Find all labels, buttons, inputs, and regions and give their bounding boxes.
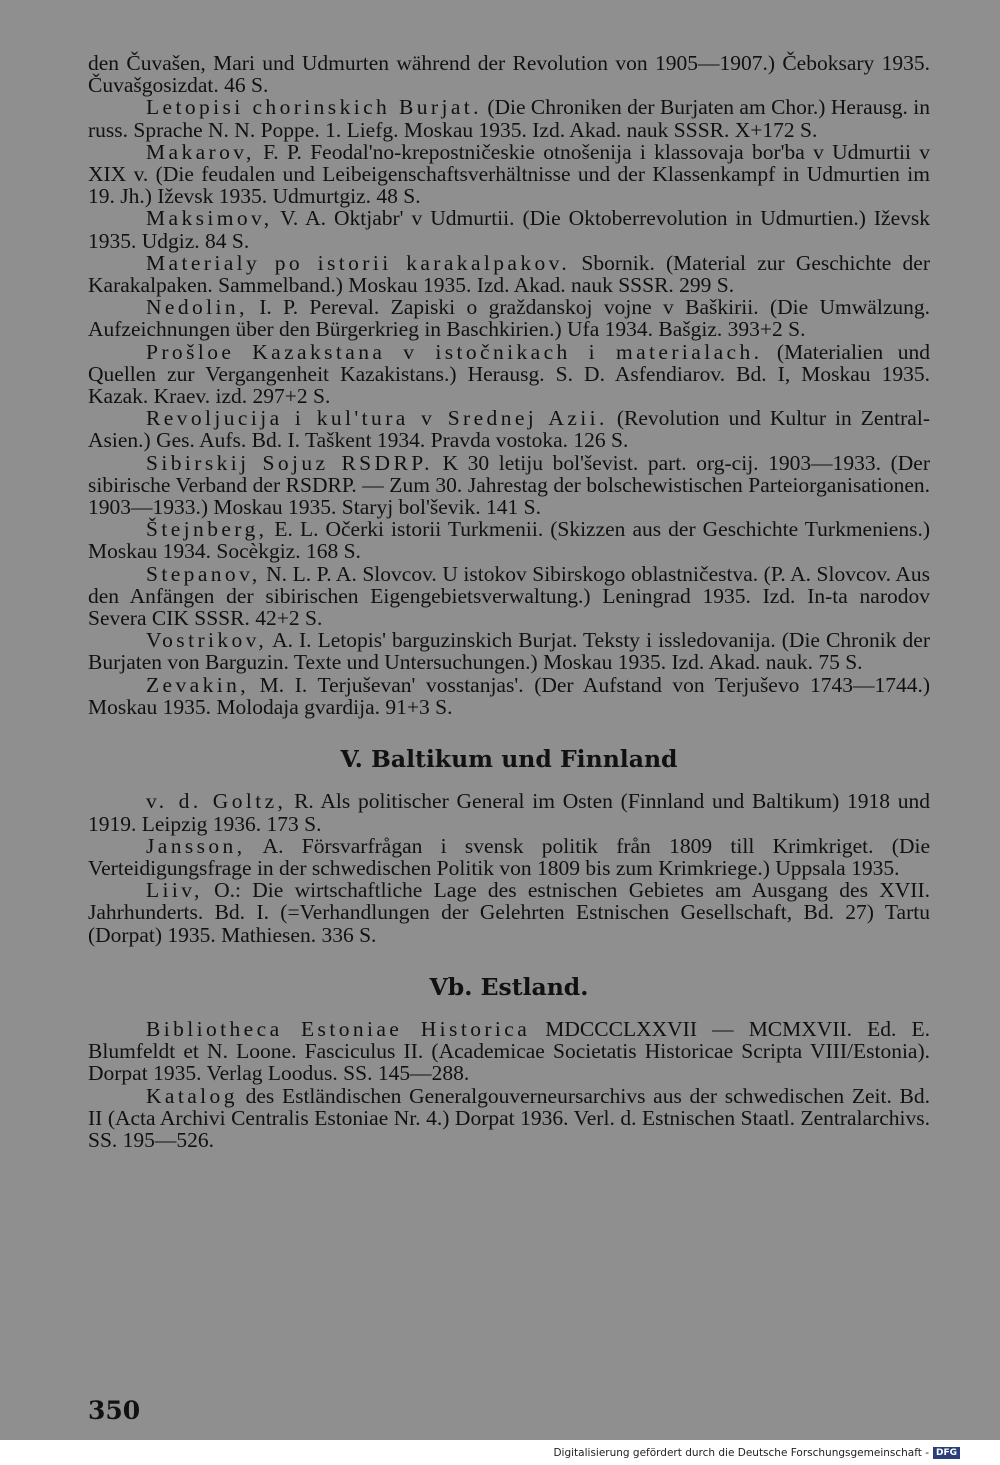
bibliography-entry: [88, 1085, 930, 1152]
bibliography-entry: [88, 518, 930, 562]
bibliography-entry: [88, 207, 930, 251]
entry-text: (Revolution und Kultur in Zentral-Asien.) Ges. Aufs. Bd. I. Taškent 1934. Pravda vostoka. 126 S.: [88, 406, 930, 453]
entry-author: Letopisi chorinskich Burjat.: [146, 95, 482, 120]
dfg-logo: DFG: [933, 1447, 960, 1459]
bibliography-entry: [88, 629, 930, 673]
entry-text: I. P. Pereval. Zapiski o graždanskoj vojne v Baškirii. (Die Umwälzung. Aufzeichnungen über den Bürgerkrieg in Baschkirien.) Ufa 1934. Bašgiz. 393+2 S.: [88, 295, 930, 342]
entry-author: Maksimov,: [146, 206, 273, 231]
entry-text: MDCCCLXXVII — MCMXVII. Ed. E. Blumfeldt et N. Loone. Fasciculus II. (Academicae Societatis Historicae Scripta VIII/Estonia). Dorpat 1935. Verlag Loodus. SS. 145—288.: [88, 1016, 930, 1086]
page-content: [88, 52, 930, 1151]
entry-author: Zevakin,: [146, 672, 250, 697]
bibliography-entry: [88, 52, 930, 96]
entry-author: Materialy po istorii karakalpakov.: [146, 250, 571, 275]
entry-author: Stepanov,: [146, 561, 261, 586]
entry-author: Katalog: [146, 1083, 238, 1108]
entry-text: Sbornik. (Material zur Geschichte der Karakalpaken. Sammelband.) Moskau 1935. Izd. Akad. nauk SSSR. 299 S.: [88, 250, 930, 298]
entry-author: Sibirskij Sojuz RSDRP.: [146, 450, 433, 475]
entry-text: K 30 letiju bol'ševist. part. org-cij. 1903—1933. (Der sibirische Verband der RSDRP. — Zum 30. Jahrestag der bolschewistischen Parteiorganisationen. 1903—1933.) Moskau 1935. Staryj bol'ševik. 141 S.: [88, 450, 930, 520]
entry-text: den Čuvašen, Mari und Udmurten während der Revolution von 1905—1907.) Čeboksary 1935. Čuvašgosizdat. 46 S.: [88, 51, 930, 98]
entry-text: M. I. Terjuševan' vosstanjas'. (Der Aufstand von Terjuševo 1743—1744.) Moskau 1935. Molodaja gvardija. 91+3 S.: [88, 672, 930, 719]
entry-text: O.: Die wirtschaftliche Lage des estnischen Gebietes am Ausgang des XVII. Jahrhunderts. Bd. I. (=Verhandlungen der Gelehrten Estnischen Gesellschaft, Bd. 27) Tartu (Dorpat) 1935. Mathiesen. 336 S.: [88, 878, 930, 947]
entry-author: Vostrikov,: [146, 628, 268, 653]
entry-text: N. L. P. A. Slovcov. U istokov Sibirskogo oblastničestva. (P. A. Slovcov. Aus den Anfängen der sibirischen Eigengebietsverwaltung.) Leningrad 1935. Izd. In-ta narodov Severa CIK SSSR. 42+2 S.: [88, 561, 930, 631]
entry-author: Nedolin,: [146, 295, 248, 320]
bibliography-entry: [88, 452, 930, 519]
section-heading-estland: Vb. Estland.: [429, 972, 589, 1001]
entry-list-3: [88, 1018, 930, 1151]
entry-text: des Estländischen Generalgouverneursarchivs aus der schwedischen Zeit. Bd. II (Acta Archivi Centralis Estoniae Nr. 4.) Dorpat 1936. Verl. d. Estnischen Staatl. Zentralarchivs. SS. 195—526.: [88, 1083, 930, 1152]
entry-text: V. A. Oktjabr' v Udmurtii. (Die Oktoberrevolution in Udmurtien.) Iževsk 1935. Udgiz. 84 S.: [88, 206, 930, 253]
entry-author: Revoljucija i kul'tura v Srednej Azii.: [146, 406, 608, 431]
entry-author: Prošloe Kazakstana v istočnikach i materialach.: [146, 339, 763, 364]
entry-text: A. I. Letopis' barguzinskich Burjat. Teksty i issledovanija. (Die Chronik der Burjaten von Barguzin. Texte und Untersuchungen.) Moskau 1935. Izd. Akad. nauk. 75 S.: [88, 628, 930, 675]
entry-text: A. Försvarfrågan i svensk politik från 1809 till Krimkriget. (Die Verteidigungsfrage in der schwedischen Politik von 1809 bis zum Krimkriege.) Uppsala 1935.: [88, 833, 930, 880]
entry-list-1: [88, 52, 930, 718]
entry-author: Štejnberg,: [146, 517, 268, 542]
entry-author: Liiv,: [146, 878, 203, 903]
footer: [553, 1447, 960, 1459]
bibliography-entry: [88, 790, 930, 834]
entry-author: Jansson,: [146, 833, 246, 858]
page-number: 350: [88, 1396, 141, 1425]
section-heading-baltikum: V. Baltikum und Finnland: [340, 745, 678, 774]
bibliography-entry: [88, 252, 930, 296]
entry-author: Makarov,: [146, 139, 255, 164]
entry-author: Bibliotheca Estoniae Historica: [146, 1016, 531, 1041]
bibliography-entry: [88, 879, 930, 946]
bibliography-entry: [88, 835, 930, 879]
entry-list-2: [88, 790, 930, 945]
entry-text: (Materialien und Quellen zur Vergangenheit Kazakistans.) Herausg. S. D. Asfendiarov. Bd. I, Moskau 1935. Kazak. Kraev. izd. 297+2 S.: [88, 339, 930, 409]
entry-text: E. L. Očerki istorii Turkmenii. (Skizzen aus der Geschichte Turkmeniens.) Moskau 1934. Socèkgiz. 168 S.: [88, 517, 930, 564]
entry-text: R. Als politischer General im Osten (Finnland und Baltikum) 1918 und 1919. Leipzig 1936. 173 S.: [88, 789, 930, 836]
bibliography-entry: [88, 407, 930, 451]
bibliography-entry: [88, 1018, 930, 1085]
entry-author: v. d. Goltz,: [146, 789, 287, 814]
bibliography-entry: [88, 296, 930, 340]
entry-text: F. P. Feodal'no-krepostničeskie otnošenija i klassovaja bor'ba v Udmurtii v XIX v. (Die feudalen und Leibeigenschaftsverhältnisse und der Klassenkampf in Udmurtien im 19. Jh.) Iževsk 1935. Udmurtgiz. 48 S.: [88, 139, 930, 209]
bibliography-entry: [88, 674, 930, 718]
entry-text: (Die Chroniken der Burjaten am Chor.) Herausg. in russ. Sprache N. N. Poppe. 1. Liefg. Moskau 1935. Izd. Akad. nauk SSSR. X+172 S.: [88, 95, 930, 142]
footer-text: Digitalisierung gefördert durch die Deutsche Forschungsgemeinschaft -: [553, 1447, 929, 1459]
bibliography-entry: [88, 141, 930, 208]
bibliography-entry: [88, 96, 930, 140]
bibliography-entry: [88, 563, 930, 630]
bibliography-entry: [88, 341, 930, 408]
